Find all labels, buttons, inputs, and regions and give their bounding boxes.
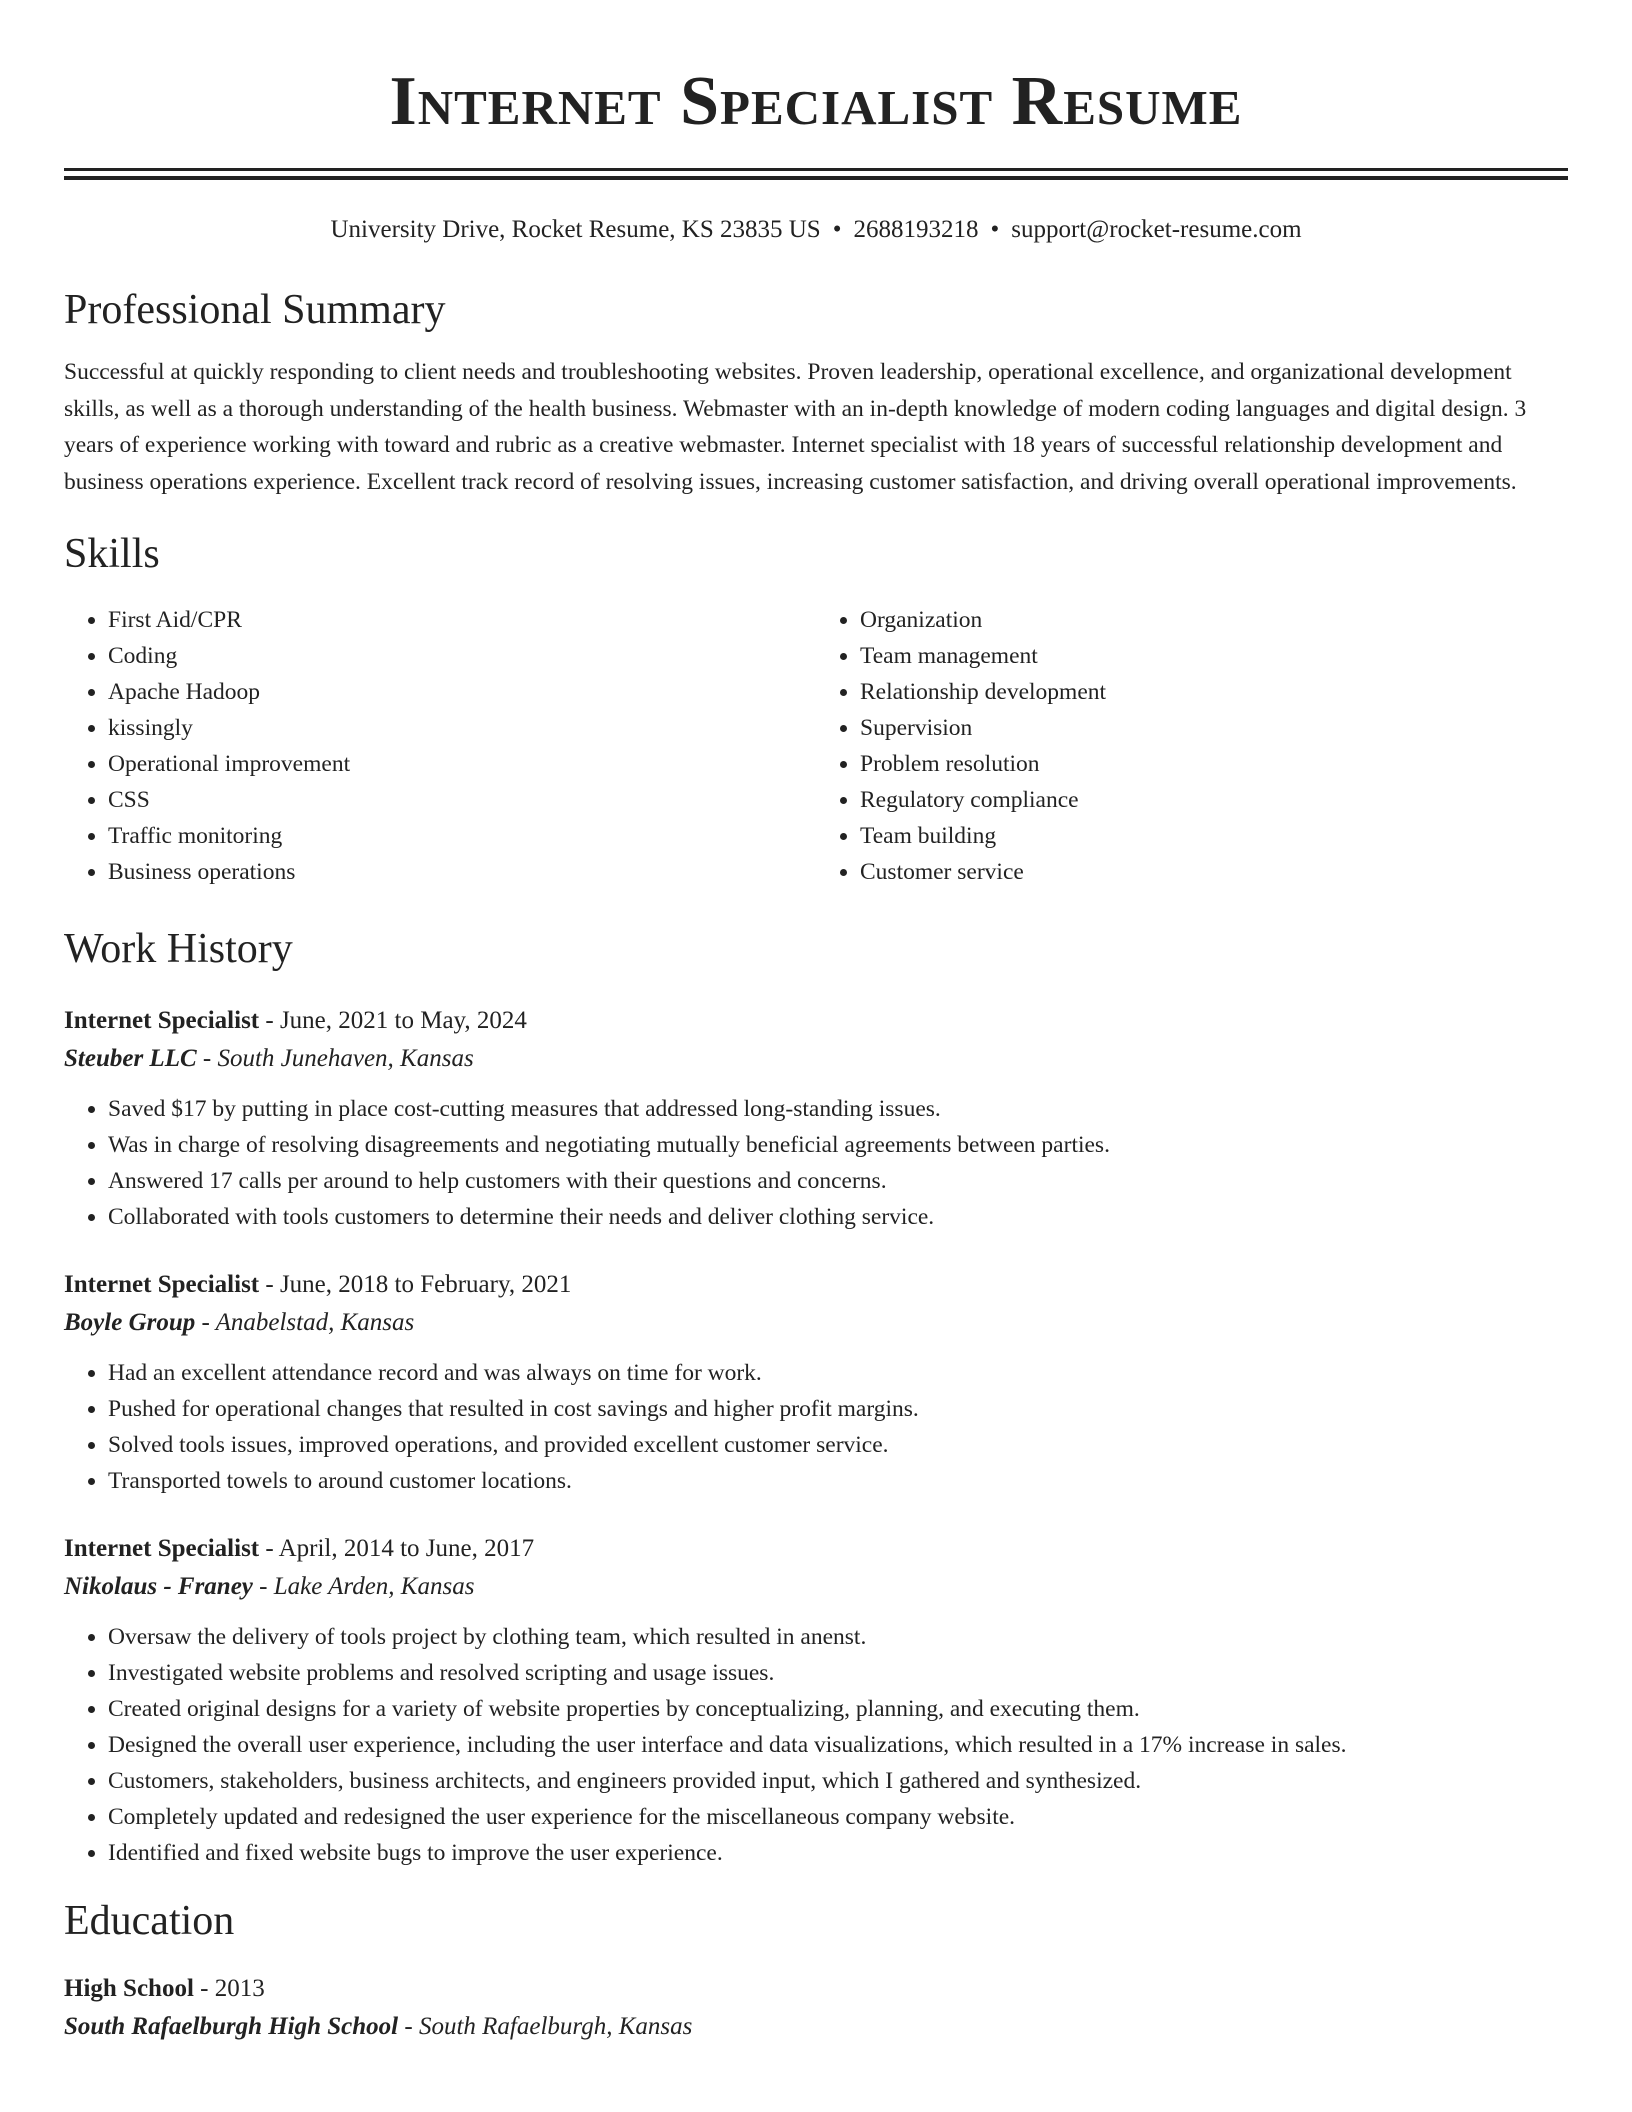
contact-separator: •	[832, 216, 842, 243]
education-school: South Rafaelburgh High School	[64, 2013, 399, 2040]
skill-item: • Business operations	[108, 854, 816, 890]
skill-item: • Relationship development	[860, 674, 1568, 710]
skill-item: • CSS	[108, 782, 816, 818]
job-duties	[64, 1619, 1568, 1871]
skills-column-left	[64, 602, 816, 890]
contact-line	[64, 214, 1568, 246]
skill-item: • kissingly	[108, 710, 816, 746]
skill-item: • First Aid/CPR	[108, 602, 816, 638]
job-company-line	[64, 1567, 1568, 1607]
job-entry	[64, 1267, 1568, 1499]
job-duty: • Created original designs for a variety of website properties by conceptualizing, planning, and executing them.	[108, 1691, 1568, 1727]
job-company: Nikolaus - Franey	[64, 1573, 253, 1600]
education-entry	[64, 1971, 1568, 2047]
education-degree-line	[64, 1971, 1568, 2007]
job-location: - South Junehaven, Kansas	[196, 1045, 474, 1072]
job-company-line	[64, 1303, 1568, 1343]
skill-item: • Organization	[860, 602, 1568, 638]
skills-list	[64, 602, 1568, 890]
job-duty: • Designed the overall user experience, including the user interface and data visualizations, which resulted in a 17% increase in sales.	[108, 1727, 1568, 1763]
job-duty: • Completely updated and redesigned the user experience for the miscellaneous company website.	[108, 1799, 1568, 1835]
job-duty: • Collaborated with tools customers to determine their needs and deliver clothing service.	[108, 1199, 1568, 1235]
job-dates: - April, 2014 to June, 2017	[259, 1535, 535, 1562]
skill-item: • Coding	[108, 638, 816, 674]
job-duty: • Customers, stakeholders, business architects, and engineers provided input, which I gathered and synthesized.	[108, 1763, 1568, 1799]
job-duty: • Investigated website problems and resolved scripting and usage issues.	[108, 1655, 1568, 1691]
job-company: Boyle Group	[64, 1309, 196, 1336]
job-duty: • Identified and fixed website bugs to improve the user experience.	[108, 1835, 1568, 1871]
skill-item: • Team management	[860, 638, 1568, 674]
job-company: Steuber LLC	[64, 1045, 197, 1072]
summary-heading: Professional Summary	[64, 287, 446, 333]
skill-item: • Team building	[860, 818, 1568, 854]
job-duty: • Transported towels to around customer locations.	[108, 1463, 1568, 1499]
job-title-line	[64, 1267, 1568, 1303]
job-duty: • Saved $17 by putting in place cost-cutting measures that addressed long-standing issues.	[108, 1091, 1568, 1127]
job-location: - Anabelstad, Kansas	[195, 1309, 415, 1336]
job-duty: • Solved tools issues, improved operations, and provided excellent customer service.	[108, 1427, 1568, 1463]
job-title-line	[64, 1003, 1568, 1039]
job-dates: - June, 2018 to February, 2021	[259, 1271, 572, 1298]
skill-item: • Apache Hadoop	[108, 674, 816, 710]
job-duty: • Had an excellent attendance record and was always on time for work.	[108, 1355, 1568, 1391]
job-company-line	[64, 1039, 1568, 1079]
skill-item: • Supervision	[860, 710, 1568, 746]
summary-text: Successful at quickly responding to client needs and troubleshooting websites. Proven leadership, operational excellence, and organizational development skills, as well as a thorough understanding of the health business. Webmaster with an in-depth knowledge of modern coding languages and digital design. 3 years of experience working with toward and rubric as a creative webmaster. Internet specialist with 18 years of successful relationship development and business operations experience. Excellent track record of resolving issues, increasing customer satisfaction, and driving overall operational improvements.	[64, 359, 1527, 495]
education-school-line	[64, 2007, 1568, 2047]
skill-item: • Regulatory compliance	[860, 782, 1568, 818]
job-location: - Lake Arden, Kansas	[252, 1573, 475, 1600]
job-duties	[64, 1091, 1568, 1235]
job-title: Internet Specialist	[64, 1535, 260, 1562]
contact-phone: 2688193218	[853, 216, 979, 243]
contact-separator: •	[990, 216, 1000, 243]
skill-item: • Operational improvement	[108, 746, 816, 782]
job-title: Internet Specialist	[64, 1271, 260, 1298]
job-title: Internet Specialist	[64, 1007, 260, 1034]
skills-column-right	[816, 602, 1568, 890]
skill-item: • Problem resolution	[860, 746, 1568, 782]
job-duty: • Oversaw the delivery of tools project by clothing team, which resulted in anenst.	[108, 1619, 1568, 1655]
job-duties	[64, 1355, 1568, 1499]
education-degree: High School	[64, 1975, 194, 2002]
job-title-line	[64, 1531, 1568, 1567]
contact-email: support@rocket-resume.com	[1011, 216, 1302, 243]
job-duty: • Was in charge of resolving disagreements and negotiating mutually beneficial agreements between parties.	[108, 1127, 1568, 1163]
education-year: - 2013	[193, 1975, 265, 2002]
job-duty: • Pushed for operational changes that resulted in cost savings and higher profit margins.	[108, 1391, 1568, 1427]
education-heading: Education	[64, 1898, 235, 1944]
job-entry	[64, 1003, 1568, 1235]
skill-item: • Traffic monitoring	[108, 818, 816, 854]
education-location: - South Rafaelburgh, Kansas	[398, 2013, 693, 2040]
job-entry	[64, 1531, 1568, 1871]
work-history-heading: Work History	[64, 926, 293, 972]
title-divider	[64, 168, 1568, 180]
job-dates: - June, 2021 to May, 2024	[259, 1007, 527, 1034]
job-duty: • Answered 17 calls per around to help customers with their questions and concerns.	[108, 1163, 1568, 1199]
resume-title: Internet Specialist Resume	[389, 63, 1243, 140]
skill-item: • Customer service	[860, 854, 1568, 890]
contact-address: University Drive, Rocket Resume, KS 23835 US	[330, 216, 821, 243]
skills-heading: Skills	[64, 531, 160, 577]
